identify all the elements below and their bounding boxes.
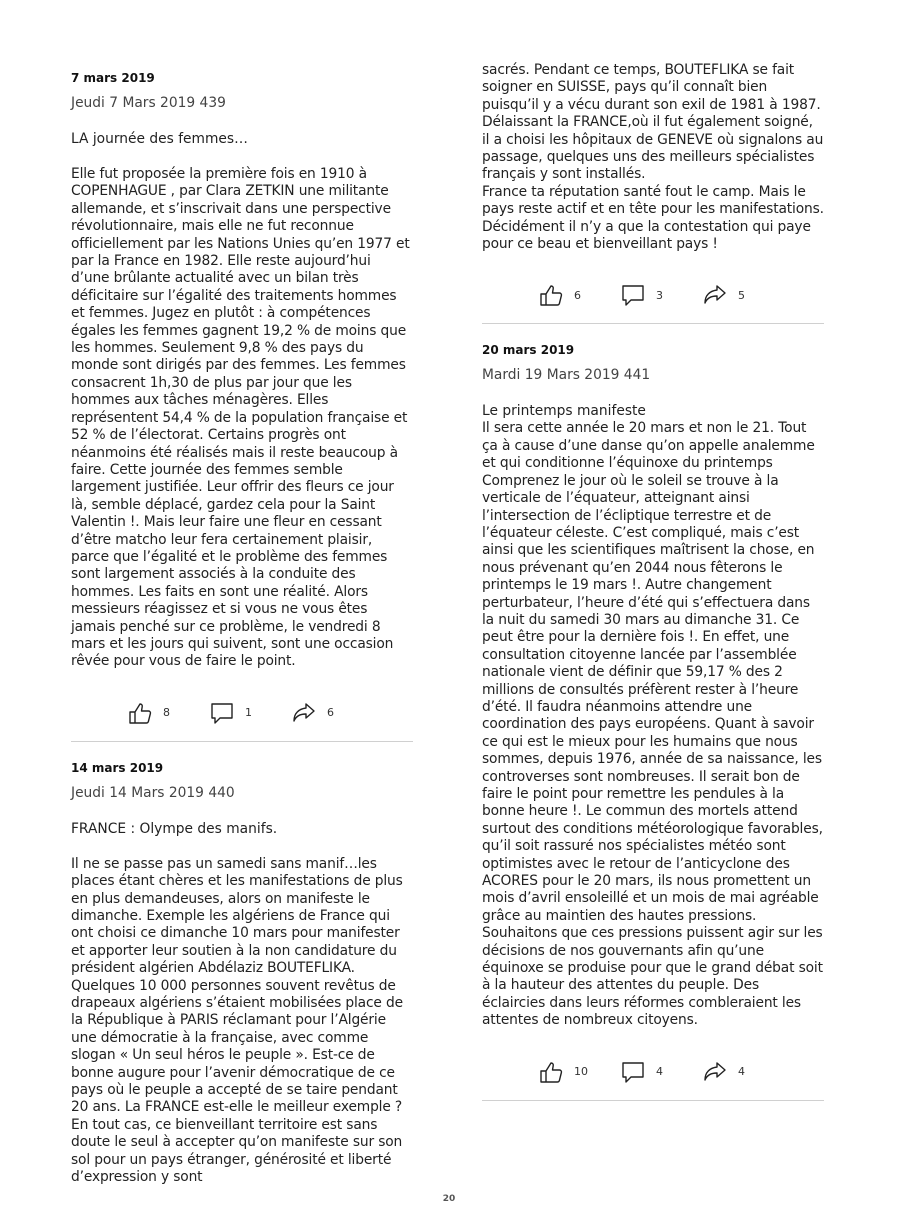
divider xyxy=(71,741,413,742)
share-icon xyxy=(291,700,317,726)
share-icon xyxy=(702,1059,728,1085)
share-count: 4 xyxy=(738,1065,745,1079)
share-count: 6 xyxy=(327,706,334,720)
thumbs-up-icon xyxy=(127,700,153,726)
post-body-continuation: sacrés. Pendant ce temps, BOUTEFLIKA se fait soigner en SUISSE, pays qu’il connaît bien puisqu’il y a vécu durant son exil de 1981 à 1987. Délaissant la FRANCE,où il fut également soigné, il a choisi les hôpitaux de GENEVE où signalons au passage, quelques uns des meilleurs spécialistes français y sont installés. France ta réputation santé fout le camp. Mais le pays reste actif et en tête pour les manifestations. Décidément il n’y a que la contestation qui paye pour ce beau et bienveillant pays ! xyxy=(482,62,824,253)
post-title: LA journée des femmes… xyxy=(71,131,248,147)
post-date: 14 mars 2019 xyxy=(71,760,164,775)
share-icon xyxy=(702,282,728,308)
thumbs-up-icon xyxy=(538,1059,564,1085)
post-date: 7 mars 2019 xyxy=(71,71,155,85)
like-count: 10 xyxy=(574,1065,588,1079)
thumbs-up-icon xyxy=(538,282,564,308)
like-count: 8 xyxy=(163,706,170,720)
post-body: Il sera cette année le 20 mars et non le 21. Tout ça à cause d’une danse qu’on appelle analemme et qui conditionne l’équinoxe du printemps Comprenez le jour où le soleil se trouve à la verticale de l’équateur, atteignant ainsi l’intersection de l’écliptique terrestre et de l’équateur céleste. C’est compliqué, mais c’est ainsi que les scientifiques maîtrisent la chose, en nous prévenant qu’en 2044 nous fêterons le printemps le 19 mars !. Autre changement perturbateur, l’heure d’été qui s’effectuera dans la nuit du samedi 30 mars au dimanche 31. Ce peut être pour la dernière fois !. En effet, une consultation citoyenne lancée par l’assemblée nationale vient de définir que 59,17 % des 2 millions de consultés préfèrent rester à l’heure d’été. Il faudra néanmoins attendre une coordination des pays européens. Quant à savoir ce qui est le mieux pour les humains que nous sommes, depuis 1976, année de sa naissance, les controverses sont nombreuses. Il serait bon de faire le point pour remettre les pendules à la bonne heure !. Le commun des mortels attend surtout des conditions météorologique favorables, qu’il soit rassuré nos spécialistes météo sont optimistes avec le retour de l’anticyclone des ACORES pour le 20 mars, ils nous promettent un mois d’avril ensoleillé et un mois de mai agréable grâce au maintien des hautes pressions. Souhaitons que ces pressions puissent agir sur les décisions de nos gouvernants afin qu’une équinoxe se produise pour que le grand débat soit à la hauteur des attentes du peuple. Des éclaircies dans leurs réformes combleraient les attentes de nombreux citoyens. xyxy=(482,420,828,1029)
left-column xyxy=(71,62,413,1187)
share-count: 5 xyxy=(738,288,745,302)
share-button[interactable] xyxy=(291,700,373,726)
social-bar xyxy=(482,275,824,315)
comment-count: 3 xyxy=(656,288,663,302)
like-button[interactable] xyxy=(538,1059,620,1085)
share-button[interactable] xyxy=(702,282,784,308)
divider xyxy=(482,1100,824,1101)
comment-button[interactable] xyxy=(209,700,291,726)
like-count: 6 xyxy=(574,288,581,302)
share-button[interactable] xyxy=(702,1059,784,1085)
divider xyxy=(482,323,824,324)
post-meta: Jeudi 7 Mars 2019 439 xyxy=(71,95,226,111)
like-button[interactable] xyxy=(127,700,209,726)
comment-icon xyxy=(620,282,646,308)
post-body: Il ne se passe pas un samedi sans manif…les places étant chères et les manifestations de plus en plus demandeuses, alors on manifeste le dimanche. Exemple les algériens de France qui ont choisi ce dimanche 10 mars pour manifester et apporter leur soutien à la non candidature du président algérien Abdélaziz BOUTEFLIKA. Quelques 10 000 personnes souvent revêtus de drapeaux algériens s’étaient mobilisées place de la République à PARIS réclamant pour l’Algérie une démocratie à la française, avec comme slogan « Un seul héros le peuple ». Est-ce de bonne augure pour l’avenir démocratique de ce pays où le peuple a accepté de se taire pendant 20 ans. La FRANCE est-elle le meilleur exemple ? En tout cas, ce bienveillant territoire est sans doute le seul à accepter qu’on manifeste sur son sol pour un pays étranger, générosité et liberté d’expression y sont xyxy=(71,855,408,1186)
post-title: FRANCE : Olympe des manifs. xyxy=(71,820,278,837)
social-bar xyxy=(71,693,413,733)
comment-icon xyxy=(209,700,235,726)
post-body: Elle fut proposée la première fois en 1910 à COPENHAGUE , par Clara ZETKIN une militante allemande, et s’inscrivait dans une perspective révolutionnaire, mais elle ne fut reconnue officiellement par les Nations Unies qu’en 1977 et par la France en 1982. Elle reste aujourd’hui d’une brûlante actualité avec un bilan très déficitaire sur l’égalité des traitements hommes et femmes. Jugez en plutôt : à compétences égales les femmes gagnent 19,2 % de moins que les hommes. Seulement 9,8 % des pays du monde sont dirigés par des femmes. Les femmes consacrent 1h,30 de plus par jour que les hommes aux tâches ménagères. Elles représentent 54,4 % de la population française et 52 % de l’électorat. Certains progrès ont néanmoins été réalisés mais il reste beaucoup à faire. Cette journée des femmes semble largement justifiée. Leur offrir des fleurs ce jour là, semble déplacé, gardez cela pour la Saint Valentin !. Mais leur faire une fleur en cessant d’être matcho leur fera certainement plaisir, parce que l’égalité et le problème des femmes sont largement associés à la conduite des hommes. Les faits en sont une réalité. Alors messieurs réagissez et si vous ne vous êtes jamais penché sur ce problème, le vendredi 8 mars et les jours qui suivent, sont une occasion rêvée pour vous de faire le point. xyxy=(71,166,414,670)
like-button[interactable] xyxy=(538,282,620,308)
comment-button[interactable] xyxy=(620,282,702,308)
post-7-mars xyxy=(71,62,413,742)
post-20-mars xyxy=(482,334,828,1100)
page-number: 20 xyxy=(442,1194,456,1204)
comment-icon xyxy=(620,1059,646,1085)
post-14-mars-continued xyxy=(482,62,824,324)
right-column xyxy=(482,62,828,1111)
post-14-mars xyxy=(71,752,413,1187)
post-date: 20 mars 2019 xyxy=(482,343,575,358)
social-bar xyxy=(482,1052,824,1092)
comment-count: 1 xyxy=(245,706,252,720)
post-meta: Mardi 19 Mars 2019 441 xyxy=(482,367,651,384)
post-title: Le printemps manifeste xyxy=(482,403,646,420)
comment-count: 4 xyxy=(656,1065,663,1079)
post-meta: Jeudi 14 Mars 2019 440 xyxy=(71,784,235,801)
comment-button[interactable] xyxy=(620,1059,702,1085)
